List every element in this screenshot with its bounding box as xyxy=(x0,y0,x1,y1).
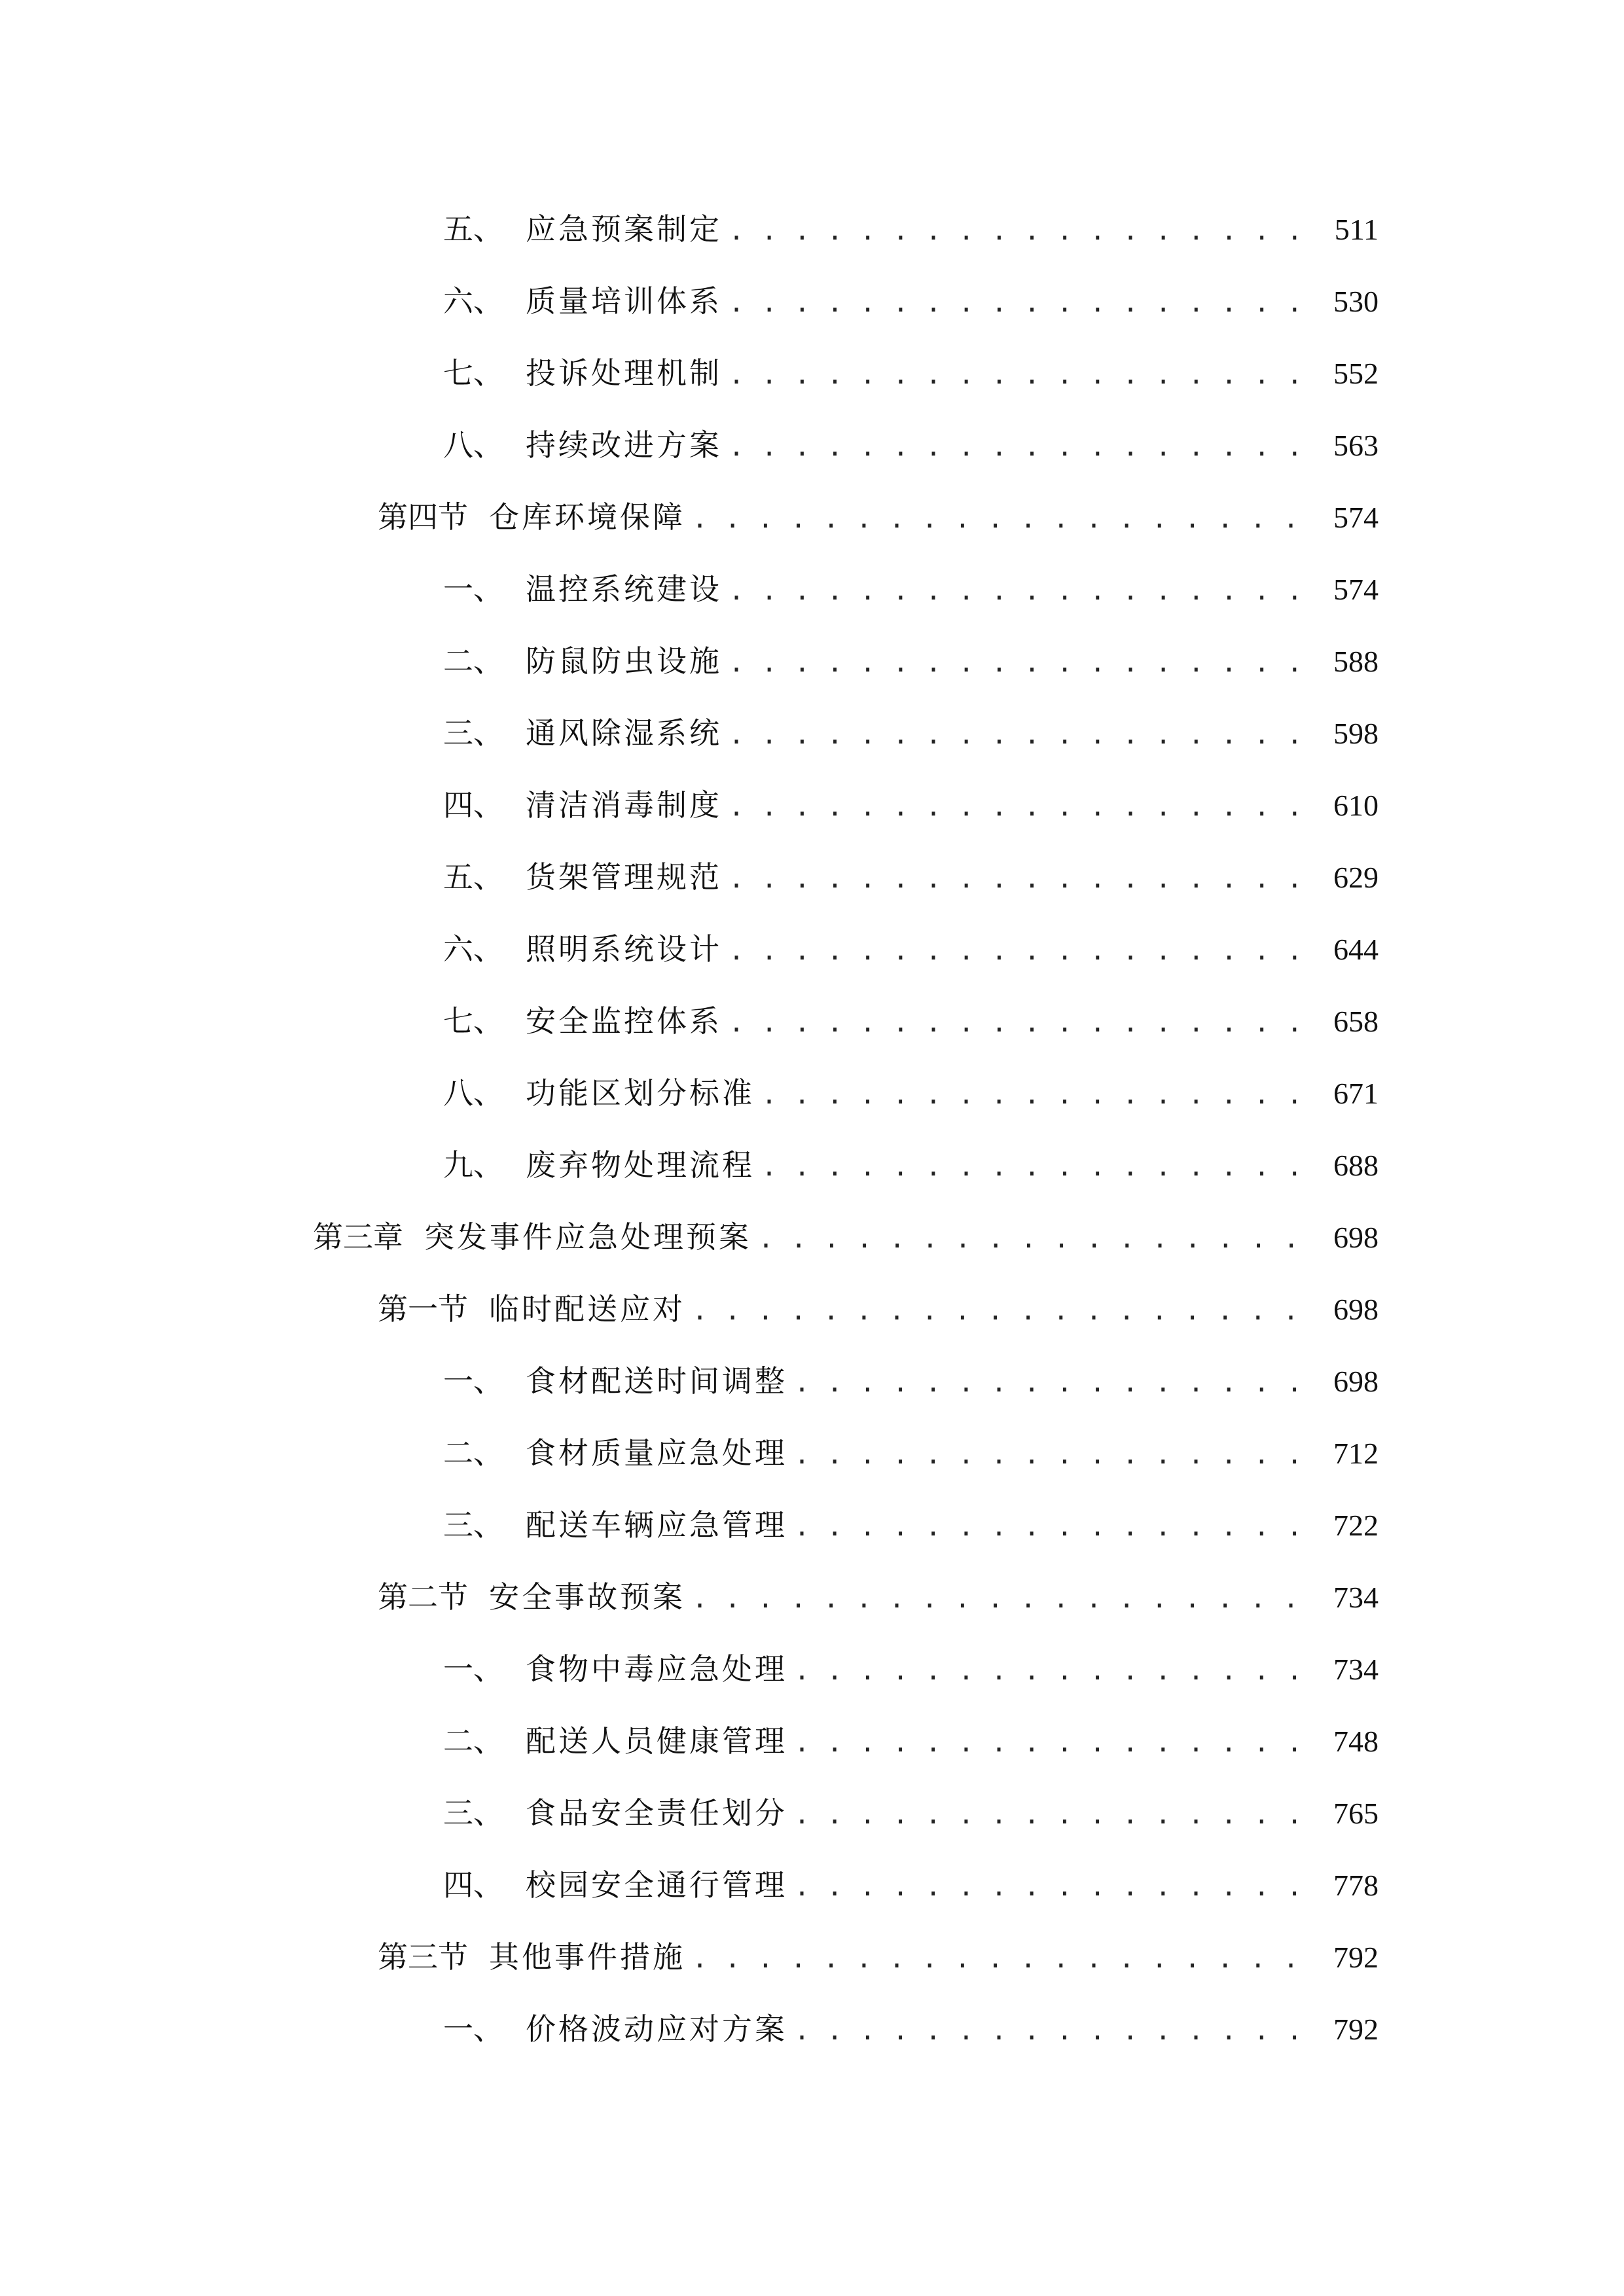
page-number: 748 xyxy=(1333,1725,1379,1758)
dot-leader xyxy=(761,1141,1318,1193)
dot-leader xyxy=(729,349,1318,401)
entry-title: 其他事件措施 xyxy=(489,1939,685,1975)
dot-leader xyxy=(794,1357,1318,1409)
toc-entry[interactable] xyxy=(443,275,1379,327)
dot-leader xyxy=(794,2005,1318,2057)
entry-title: 突发事件应急处理预案 xyxy=(424,1219,751,1255)
page-number: 698 xyxy=(1333,1293,1379,1326)
toc-entry[interactable] xyxy=(443,707,1379,759)
entry-title: 照明系统设计 xyxy=(526,931,722,967)
dot-leader xyxy=(729,565,1318,617)
dot-leader xyxy=(729,277,1318,329)
toc-entry[interactable] xyxy=(443,419,1379,471)
page-number: 574 xyxy=(1333,501,1379,534)
page-number: 574 xyxy=(1333,573,1379,606)
entry-number: 三、 xyxy=(443,715,503,751)
page-number: 552 xyxy=(1333,357,1379,390)
page-number: 778 xyxy=(1333,1869,1379,1902)
dot-leader xyxy=(729,205,1318,257)
entry-title: 食物中毒应急处理 xyxy=(526,1651,787,1687)
toc-entry[interactable] xyxy=(443,1067,1379,1119)
entry-number: 五、 xyxy=(443,211,503,247)
toc-entry[interactable] xyxy=(443,347,1379,399)
entry-title: 质量培训体系 xyxy=(526,283,722,319)
dot-leader xyxy=(761,1069,1318,1121)
entry-title: 应急预案制定 xyxy=(526,211,722,247)
entry-number: 四、 xyxy=(443,1867,503,1903)
toc-entry-section[interactable] xyxy=(378,1283,1379,1335)
page-number: 563 xyxy=(1333,429,1379,462)
entry-number: 第四节 xyxy=(378,499,468,535)
entry-title: 清洁消毒制度 xyxy=(526,787,722,823)
entry-title: 安全事故预案 xyxy=(489,1579,685,1615)
entry-number: 二、 xyxy=(443,643,503,679)
page-number: 734 xyxy=(1333,1581,1379,1614)
entry-number: 三、 xyxy=(443,1507,503,1543)
entry-number: 一、 xyxy=(443,2011,503,2047)
entry-title: 持续改进方案 xyxy=(526,427,722,463)
page-number: 698 xyxy=(1333,1365,1379,1398)
dot-leader xyxy=(729,421,1318,473)
page-number: 671 xyxy=(1333,1077,1379,1110)
dot-leader xyxy=(729,637,1318,689)
toc-entry[interactable] xyxy=(443,2003,1379,2055)
dot-leader xyxy=(692,1285,1318,1337)
entry-title: 食材质量应急处理 xyxy=(526,1435,787,1471)
dot-leader xyxy=(794,1789,1318,1841)
dot-leader xyxy=(794,1645,1318,1697)
page-number: 688 xyxy=(1333,1149,1379,1182)
entry-number: 二、 xyxy=(443,1723,503,1759)
entry-title: 温控系统建设 xyxy=(526,571,722,607)
dot-leader xyxy=(729,853,1318,905)
entry-number: 八、 xyxy=(443,427,503,463)
toc-entry[interactable] xyxy=(443,1715,1379,1767)
entry-title: 通风除湿系统 xyxy=(526,715,722,751)
entry-number: 五、 xyxy=(443,859,503,895)
entry-number: 第一节 xyxy=(378,1291,468,1327)
toc-entry[interactable] xyxy=(443,1499,1379,1551)
entry-number: 二、 xyxy=(443,1435,503,1471)
entry-title: 配送车辆应急管理 xyxy=(526,1507,787,1543)
toc-entry[interactable] xyxy=(443,203,1379,255)
entry-title: 校园安全通行管理 xyxy=(526,1867,787,1903)
entry-title: 配送人员健康管理 xyxy=(526,1723,787,1759)
page-number: 588 xyxy=(1333,645,1379,678)
entry-title: 功能区划分标准 xyxy=(526,1075,755,1111)
toc-entry[interactable] xyxy=(443,779,1379,831)
entry-number: 第三节 xyxy=(378,1939,468,1975)
dot-leader xyxy=(794,1717,1318,1769)
page-number: 712 xyxy=(1333,1437,1379,1470)
page-number: 792 xyxy=(1333,1941,1379,1974)
entry-number: 七、 xyxy=(443,355,503,391)
dot-leader xyxy=(794,1429,1318,1481)
entry-number: 四、 xyxy=(443,787,503,823)
page-number: 658 xyxy=(1333,1005,1379,1038)
entry-title: 废弃物处理流程 xyxy=(526,1147,755,1183)
entry-number: 七、 xyxy=(443,1003,503,1039)
page-number: 792 xyxy=(1333,2013,1379,2046)
entry-number: 一、 xyxy=(443,571,503,607)
entry-number: 八、 xyxy=(443,1075,503,1111)
toc-entry[interactable] xyxy=(443,1787,1379,1839)
entry-number: 六、 xyxy=(443,931,503,967)
entry-title: 货架管理规范 xyxy=(526,859,722,895)
toc-entry-section[interactable] xyxy=(378,491,1379,543)
dot-leader xyxy=(729,781,1318,833)
toc-entry[interactable] xyxy=(443,851,1379,903)
entry-number: 九、 xyxy=(443,1147,503,1183)
entry-title: 食品安全责任划分 xyxy=(526,1795,787,1831)
page-number: 644 xyxy=(1333,933,1379,966)
entry-number: 三、 xyxy=(443,1795,503,1831)
toc-entry[interactable] xyxy=(443,995,1379,1047)
dot-leader xyxy=(729,709,1318,761)
toc-entry-section[interactable] xyxy=(378,1931,1379,1983)
page-number: 610 xyxy=(1333,789,1379,822)
page-number: 698 xyxy=(1333,1221,1379,1254)
toc-entry[interactable] xyxy=(443,1139,1379,1191)
toc-entry-section[interactable] xyxy=(378,1571,1379,1623)
entry-title: 投诉处理机制 xyxy=(526,355,722,391)
toc-entry[interactable] xyxy=(443,923,1379,975)
dot-leader xyxy=(758,1213,1318,1265)
page-number: 722 xyxy=(1333,1509,1379,1542)
page-number: 598 xyxy=(1333,717,1379,750)
toc-entry-chapter[interactable] xyxy=(313,1211,1379,1263)
toc-entry[interactable] xyxy=(443,1355,1379,1407)
page-number: 511 xyxy=(1334,213,1379,246)
dot-leader xyxy=(729,925,1318,977)
entry-title: 防鼠防虫设施 xyxy=(526,643,722,679)
page-number: 629 xyxy=(1333,861,1379,894)
entry-number: 一、 xyxy=(443,1651,503,1687)
toc-entry[interactable] xyxy=(443,1859,1379,1911)
page-number: 734 xyxy=(1333,1653,1379,1686)
toc-entry[interactable] xyxy=(443,1427,1379,1479)
dot-leader xyxy=(692,1573,1318,1625)
entry-title: 安全监控体系 xyxy=(526,1003,722,1039)
page-number: 530 xyxy=(1333,285,1379,318)
toc-entry[interactable] xyxy=(443,1643,1379,1695)
entry-number: 第三章 xyxy=(313,1219,403,1255)
dot-leader xyxy=(729,997,1318,1049)
entry-number: 一、 xyxy=(443,1363,503,1399)
entry-title: 价格波动应对方案 xyxy=(526,2011,787,2047)
entry-title: 临时配送应对 xyxy=(489,1291,685,1327)
dot-leader xyxy=(692,1933,1318,1985)
page-number: 765 xyxy=(1333,1797,1379,1830)
dot-leader xyxy=(692,493,1318,545)
entry-title: 仓库环境保障 xyxy=(489,499,685,535)
entry-number: 第二节 xyxy=(378,1579,468,1615)
entry-title: 食材配送时间调整 xyxy=(526,1363,787,1399)
dot-leader xyxy=(794,1501,1318,1553)
toc-entry[interactable] xyxy=(443,563,1379,615)
entry-number: 六、 xyxy=(443,283,503,319)
dot-leader xyxy=(794,1861,1318,1913)
toc-entry[interactable] xyxy=(443,635,1379,687)
